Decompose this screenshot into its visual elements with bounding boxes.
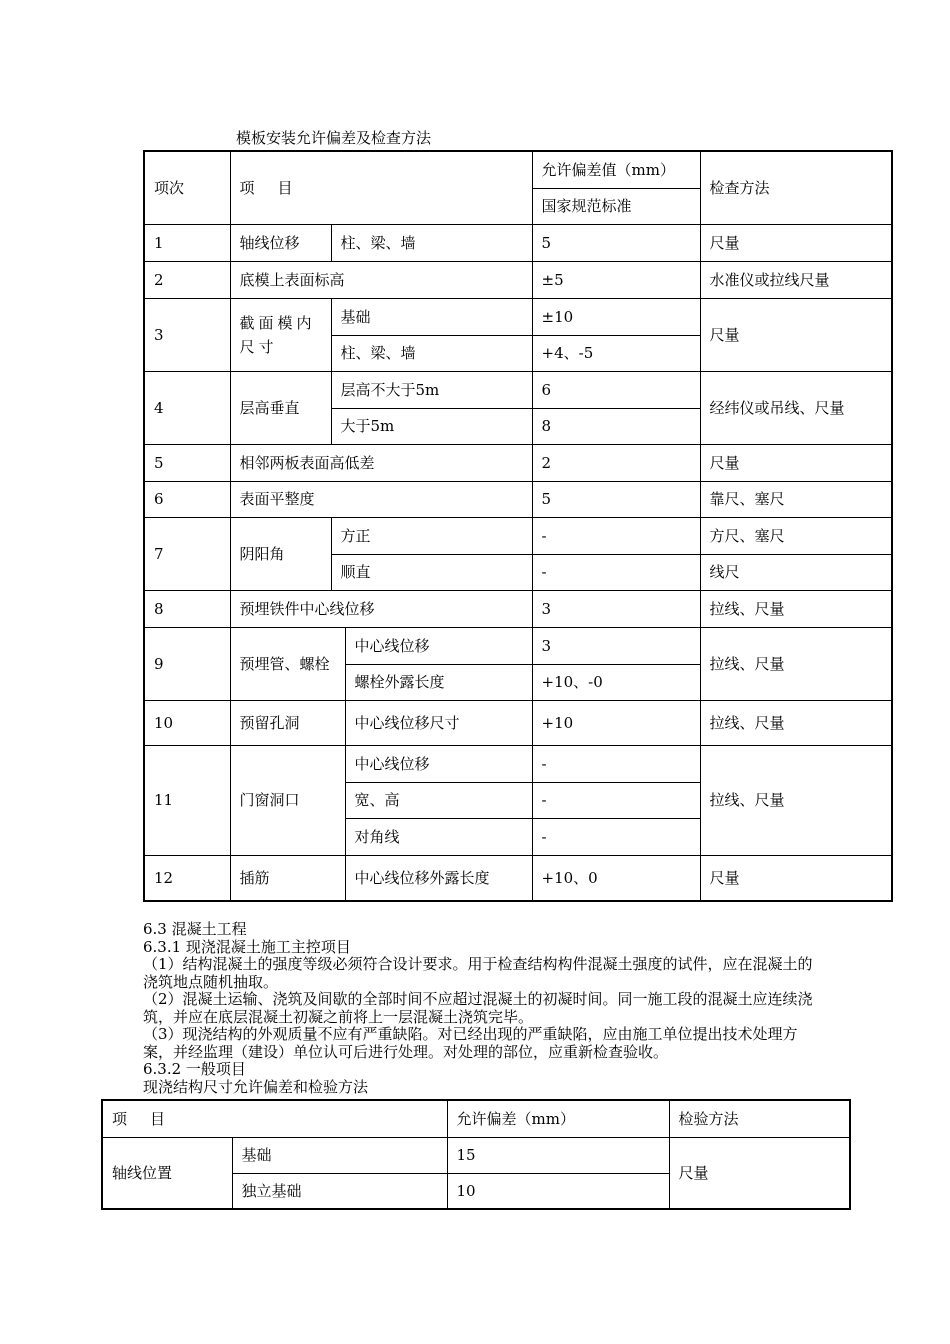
row-method: 靠尺、塞尺 (700, 481, 892, 517)
row-method: 水准仪或拉线尺量 (700, 261, 892, 298)
row-item: 预埋铁件中心线位移 (230, 590, 532, 627)
row-number: 4 (144, 371, 230, 444)
row-value: - (532, 554, 700, 590)
row-number: 8 (144, 590, 230, 627)
row-method: 尺量 (700, 224, 892, 261)
row-subitem: 大于5m (331, 408, 532, 444)
cast-structure-table (101, 1099, 851, 1210)
header-standard: 国家规范标准 (532, 188, 700, 224)
row-subitem: 层高不大于5m (331, 371, 532, 408)
header-method: 检验方法 (669, 1100, 850, 1137)
row-value: 6 (532, 371, 700, 408)
row-value: - (532, 745, 700, 782)
row-subitem: 柱、梁、墙 (331, 224, 532, 261)
row-value: +10 (532, 700, 700, 745)
row-number: 1 (144, 224, 230, 261)
row-value: 5 (532, 481, 700, 517)
header-index: 项次 (144, 151, 230, 224)
row-value: - (532, 818, 700, 855)
row-number: 2 (144, 261, 230, 298)
header-method: 检查方法 (700, 151, 892, 224)
subsection-heading: 6.3.1 现浇混凝土施工主控项目 (143, 937, 351, 956)
general-heading: 6.3.2 一般项目 (143, 1060, 246, 1078)
row-number: 3 (144, 298, 230, 371)
row-subitem: 宽、高 (345, 782, 532, 818)
row-method: 拉线、尺量 (700, 627, 892, 700)
header-tolerance: 允许偏差（mm） (447, 1100, 669, 1137)
row-value: 5 (532, 224, 700, 261)
row-value: 10 (447, 1173, 669, 1209)
row-number: 11 (144, 745, 230, 855)
row-number: 6 (144, 481, 230, 517)
row-subitem: 中心线位移 (345, 745, 532, 782)
row-subitem: 基础 (331, 298, 532, 335)
section-heading: 6.3 混凝土工程 (143, 920, 247, 938)
table1-title: 模板安装允许偏差及检查方法 (236, 129, 432, 147)
row-subitem: 中心线位移 (345, 627, 532, 664)
row-item: 截面模内尺寸 (230, 298, 331, 371)
row-value: +4、-5 (532, 335, 700, 371)
row-subitem: 对角线 (345, 818, 532, 855)
row-item: 底模上表面标高 (230, 261, 532, 298)
row-item: 阴阳角 (230, 517, 331, 590)
row-subitem: 基础 (232, 1137, 447, 1173)
row-value: 3 (532, 590, 700, 627)
row-item: 层高垂直 (230, 371, 331, 444)
section-body (143, 921, 823, 1096)
header-item: 项 目 (102, 1100, 447, 1137)
paragraph: （2）混凝土运输、浇筑及间歇的全部时间不应超过混凝土的初凝时间。同一施工段的混凝土应连续浇筑，并应在底层混凝土初凝之前将上一层混凝土浇筑完毕。 (143, 990, 813, 1026)
row-subitem: 顺直 (331, 554, 532, 590)
row-value: 3 (532, 627, 700, 664)
paragraph: （3）现浇结构的外观质量不应有严重缺陷。对已经出现的严重缺陷，应由施工单位提出技术处理方案，并经监理（建设）单位认可后进行处理。对处理的部位，应重新检查验收。 (143, 1025, 798, 1061)
header-tolerance: 允许偏差值（mm） (532, 151, 700, 188)
paragraph: （1）结构混凝土的强度等级必须符合设计要求。用于检查结构构件混凝土强度的试件，应在混凝土的浇筑地点随机抽取。 (143, 955, 813, 991)
row-number: 7 (144, 517, 230, 590)
row-item: 门窗洞口 (230, 745, 345, 855)
row-method: 尺量 (700, 298, 892, 371)
row-method: 拉线、尺量 (700, 700, 892, 745)
row-item: 轴线位置 (102, 1137, 232, 1209)
row-subitem: 独立基础 (232, 1173, 447, 1209)
row-number: 5 (144, 444, 230, 481)
row-item: 表面平整度 (230, 481, 532, 517)
row-method: 拉线、尺量 (700, 745, 892, 855)
table2-title: 现浇结构尺寸允许偏差和检验方法 (143, 1077, 369, 1096)
row-subitem: 中心线位移尺寸 (345, 700, 532, 745)
row-number: 9 (144, 627, 230, 700)
row-value: +10、-0 (532, 664, 700, 700)
tolerance-table (143, 150, 893, 902)
row-method: 尺量 (700, 444, 892, 481)
row-subitem: 柱、梁、墙 (331, 335, 532, 371)
row-number: 10 (144, 700, 230, 745)
row-method: 线尺 (700, 554, 892, 590)
row-value: +10、0 (532, 855, 700, 901)
row-method: 经纬仪或吊线、尺量 (700, 371, 892, 444)
row-item: 预埋管、螺栓 (230, 627, 345, 700)
row-method: 尺量 (700, 855, 892, 901)
row-value: 15 (447, 1137, 669, 1173)
row-subitem: 中心线位移外露长度 (345, 855, 532, 901)
row-subitem: 螺栓外露长度 (345, 664, 532, 700)
row-value: - (532, 517, 700, 554)
row-subitem: 方正 (331, 517, 532, 554)
row-value: ±5 (532, 261, 700, 298)
row-value: 8 (532, 408, 700, 444)
row-value: 2 (532, 444, 700, 481)
header-item: 项 目 (230, 151, 532, 224)
row-number: 12 (144, 855, 230, 901)
row-value: - (532, 782, 700, 818)
row-value: ±10 (532, 298, 700, 335)
row-method: 尺量 (669, 1137, 850, 1209)
row-item: 轴线位移 (230, 224, 331, 261)
row-item: 相邻两板表面高低差 (230, 444, 532, 481)
row-item: 插筋 (230, 855, 345, 901)
row-method: 拉线、尺量 (700, 590, 892, 627)
row-method: 方尺、塞尺 (700, 517, 892, 554)
row-item: 预留孔洞 (230, 700, 345, 745)
